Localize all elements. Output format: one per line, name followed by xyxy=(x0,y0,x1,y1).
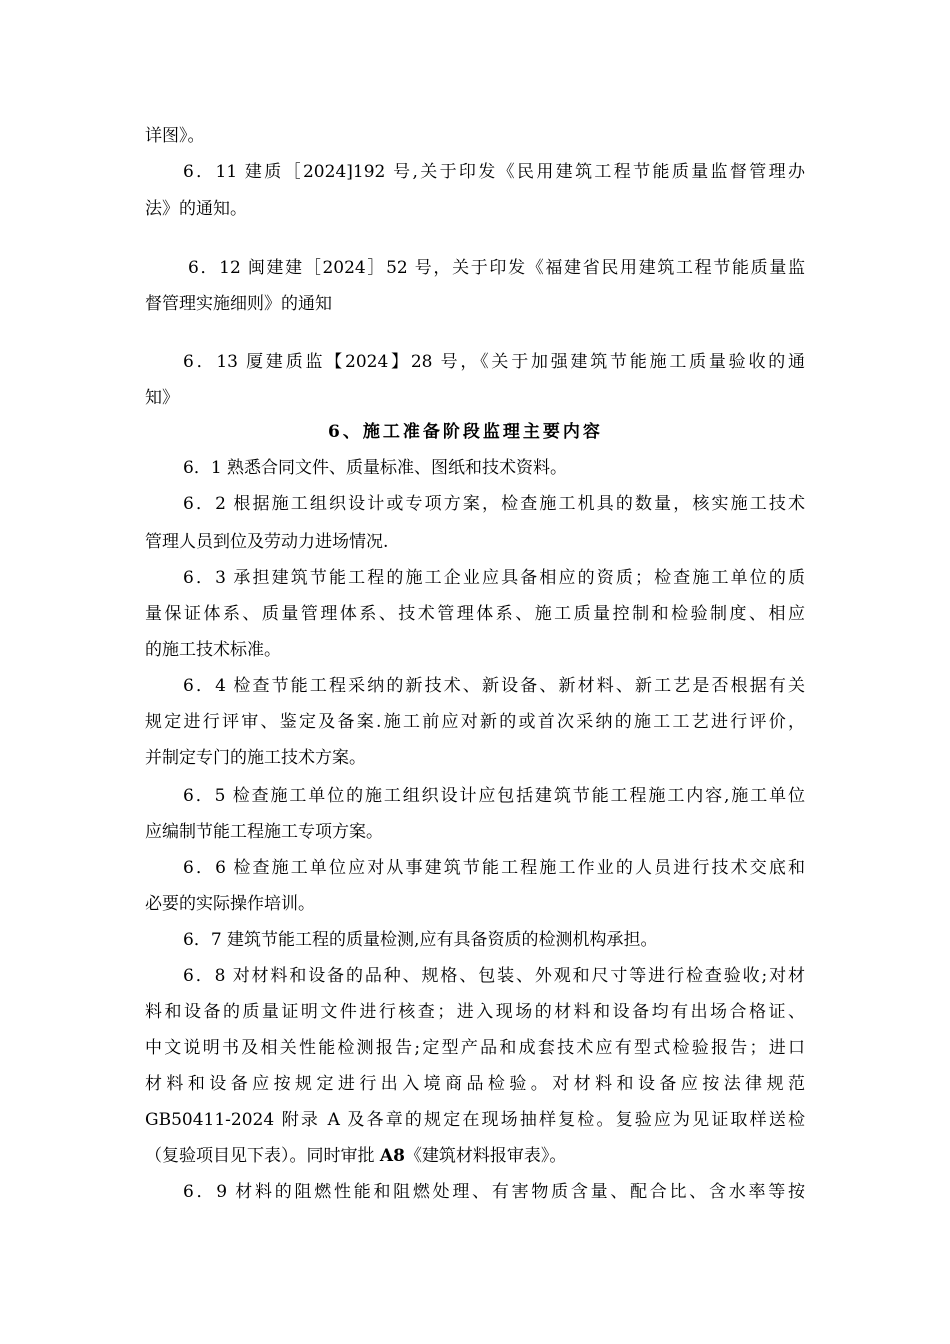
para-line: 法》的通知。 xyxy=(145,199,247,219)
para-line: 6．8 对材料和设备的品种、规格、包装、外观和尺寸等进行检查验收;对材 xyxy=(183,966,805,986)
para-line: 的施工技术标准。 xyxy=(145,640,281,660)
para-line: 规定进行评审、鉴定及备案.施工前应对新的或首次采纳的施工工艺进行评价， xyxy=(145,712,805,732)
para-line: 督管理实施细则》的通知 xyxy=(145,294,332,314)
para-line: 6．3 承担建筑节能工程的施工企业应具备相应的资质；检查施工单位的质 xyxy=(183,568,805,588)
para-text: 《建筑材料报审表》。 xyxy=(404,1146,567,1166)
para-line: 6．9 材料的阻燃性能和阻燃处理、有害物质含量、配合比、含水率等按 xyxy=(183,1182,805,1202)
para-line: GB50411-2024 附录 A 及各章的规定在现场抽样复检。复验应为见证取样送检 xyxy=(145,1110,805,1130)
para-line: 知》 xyxy=(145,388,179,408)
para-line: 6．11 建质［2024]192 号,关于印发《民用建筑工程节能质量监督管理办 xyxy=(183,162,805,182)
para-line: 6．4 检查节能工程采纳的新技术、新设备、新材料、新工艺是否根据有关 xyxy=(183,676,805,696)
para-text: （复验项目见下表）。同时审批 xyxy=(145,1146,380,1166)
para-line: 6．12 闽建建［2024］52 号，关于印发《福建省民用建筑工程节能质量监 xyxy=(188,258,805,278)
para-line: 中文说明书及相关性能检测报告;定型产品和成套技术应有型式检验报告；进口 xyxy=(145,1038,805,1058)
para-line: 料和设备的质量证明文件进行核查；进入现场的材料和设备均有出场合格证、 xyxy=(145,1002,805,1022)
para-line xyxy=(145,1144,566,1168)
form-code: A8 xyxy=(379,1146,405,1166)
para-line: 并制定专门的施工技术方案。 xyxy=(145,748,366,768)
para-line: 6．6 检查施工单位应对从事建筑节能工程施工作业的人员进行技术交底和 xyxy=(183,858,805,878)
para-line: 量保证体系、质量管理体系、技术管理体系、施工质量控制和检验制度、相应 xyxy=(145,604,805,624)
para-line: 必要的实际操作培训。 xyxy=(145,894,315,914)
para-line: 详图》。 xyxy=(145,126,205,146)
para-line: 管理人员到位及劳动力进场情况. xyxy=(145,532,389,552)
para-line: 材料和设备应按规定进行出入境商品检验。对材料和设备应按法律规范 xyxy=(145,1074,805,1094)
section-heading: 6、施工准备阶段监理主要内容 xyxy=(328,422,603,442)
para-line: 6．2 根据施工组织设计或专项方案，检查施工机具的数量，核实施工技术 xyxy=(183,494,805,514)
para-line: 6．13 厦建质监【2024】28 号，《关于加强建筑节能施工质量验收的通 xyxy=(183,352,805,372)
para-line: 6．5 检查施工单位的施工组织设计应包括建筑节能工程施工内容,施工单位 xyxy=(183,786,805,806)
para-line: 6．1 熟悉合同文件、质量标准、图纸和技术资料。 xyxy=(183,458,568,478)
para-line: 应编制节能工程施工专项方案。 xyxy=(145,822,383,842)
para-line: 6．7 建筑节能工程的质量检测,应有具备资质的检测机构承担。 xyxy=(183,930,658,950)
